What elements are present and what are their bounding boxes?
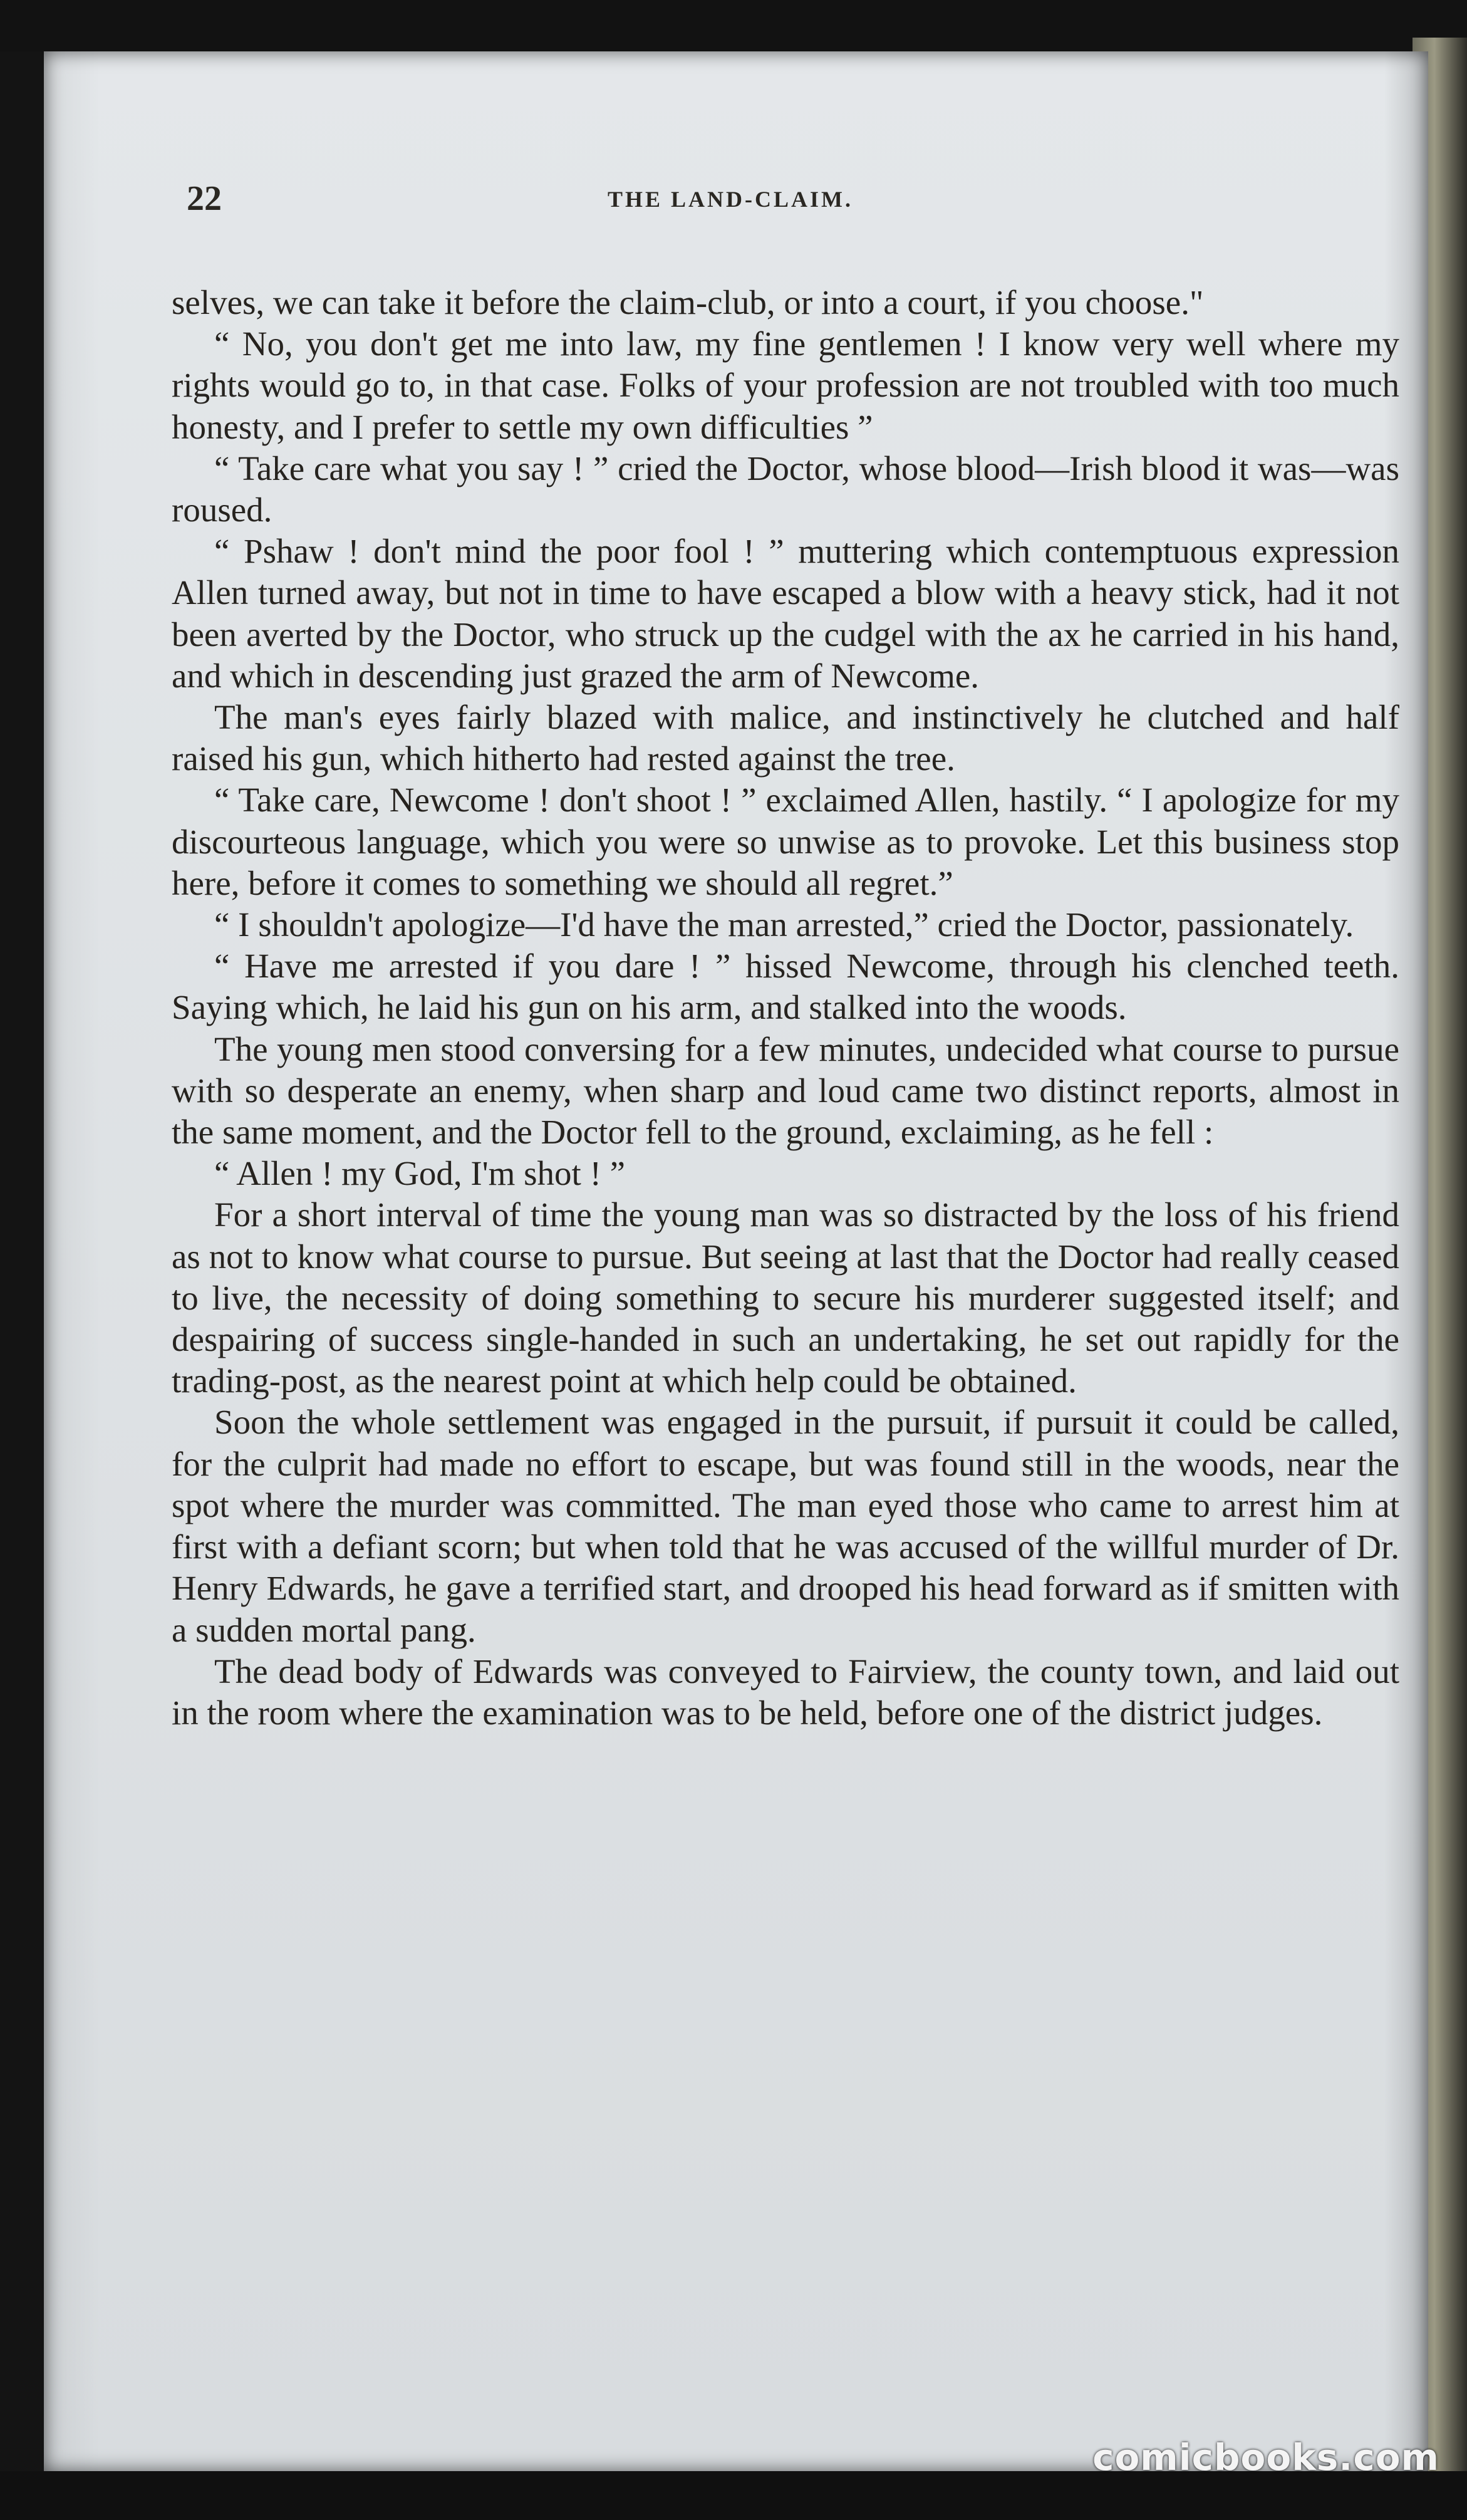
- paragraph: “ Take care what you say ! ” cried the Doctor, whose blood—Irish blood it was—was roused.: [172, 449, 1399, 529]
- scan-top-border: [0, 0, 1467, 51]
- paragraph: Soon the whole settlement was engaged in the pursuit, if pursuit it could be called, for the culprit had made no effort to escape, but was found still in the woods, near the spot where the murder was committed. The man eyed those who came to arrest him at first with a defiant scorn; but when told that he was accused of the willful murder of Dr. Henry Edwards, he gave a terrified start, and drooped his head forward as if smitten with a sudden mortal pang.: [172, 1403, 1399, 1649]
- paragraph: “ I shouldn't apologize—I'd have the man arrested,” cried the Doctor, passionately.: [214, 905, 1354, 944]
- paragraph: “ Have me arrested if you dare ! ” hissed Newcome, through his clenched teeth. Saying which, he laid his gun on his arm, and stalked into the woods.: [172, 947, 1399, 1027]
- paragraph: “ Allen ! my God, I'm shot ! ”: [214, 1154, 626, 1193]
- running-title: THE LAND-CLAIM.: [608, 187, 854, 212]
- paragraph: “ Pshaw ! don't mind the poor fool ! ” muttering which contemptuous expression Allen turned away, but not in time to have escaped a blow with a heavy stick, had it not been averted by the Doctor, who struck up the cudgel with the ax he carried in his hand, and which in descending just grazed the arm of Newcome.: [172, 532, 1399, 695]
- page-body: [172, 282, 1399, 1734]
- site-watermark: comicbooks.com: [1092, 2436, 1439, 2479]
- page-header: [187, 179, 1402, 222]
- paragraph: “ Take care, Newcome ! don't shoot ! ” exclaimed Allen, hastily. “ I apologize for my discourteous language, which you were so unwise as to provoke. Let this business stop here, before it comes to something we should all regret.”: [172, 781, 1399, 902]
- paragraph: selves, we can take it before the claim-club, or into a court, if you choose.": [172, 283, 1204, 321]
- paragraph: The dead body of Edwards was conveyed to Fairview, the county town, and laid out in the room where the examination was to be held, before one of the district judges.: [172, 1652, 1399, 1732]
- paragraph: “ No, you don't get me into law, my fine gentlemen ! I know very well where my rights would go to, in that case. Folks of your profession are not troubled with too much honesty, and I prefer to settle my own difficulties ”: [172, 325, 1399, 446]
- paragraph: The man's eyes fairly blazed with malice, and instinctively he clutched and half raised his gun, which hitherto had rested against the tree.: [172, 698, 1399, 778]
- paragraph: The young men stood conversing for a few minutes, undecided what course to pursue with so desperate an enemy, when sharp and loud came two distinct reports, almost in the same moment, and the Doctor fell to the ground, exclaiming, as he fell :: [172, 1029, 1399, 1152]
- paragraph: For a short interval of time the young man was so distracted by the loss of his friend as not to know what course to pursue. But seeing at last that the Doctor had really ceased to live, the necessity of doing something to secure his murderer suggested itself; and despairing of success single-handed in such an undertaking, he set out rapidly for the trading-post, as the nearest point at which help could be obtained.: [172, 1195, 1399, 1400]
- page-number: 22: [187, 179, 222, 218]
